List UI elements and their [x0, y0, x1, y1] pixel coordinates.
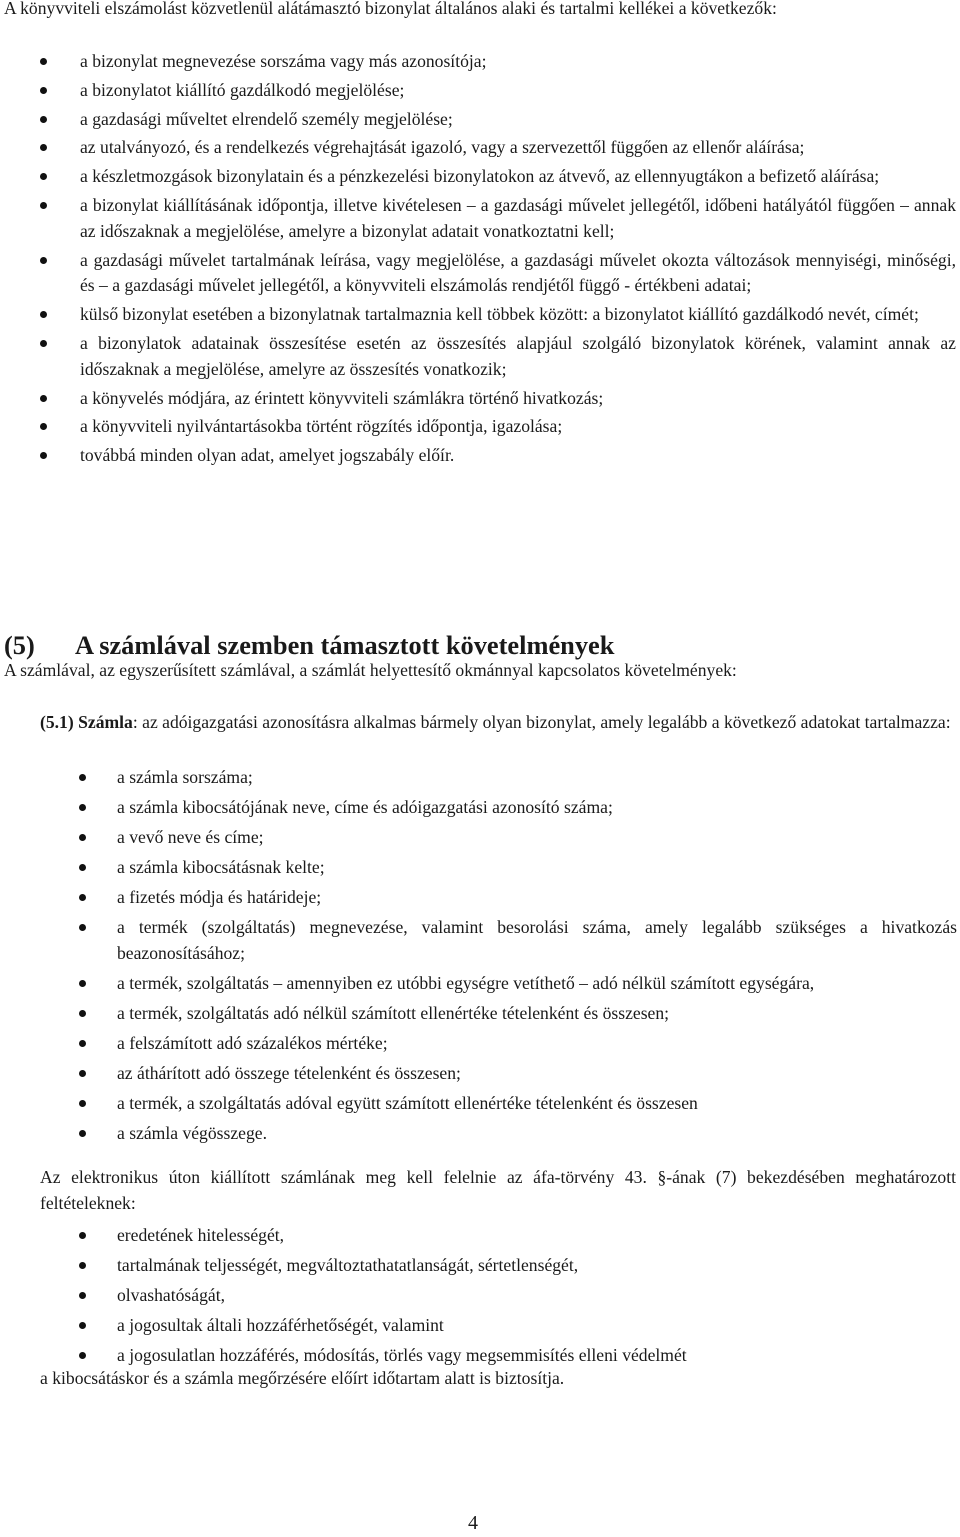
- invoice-data-list: [117, 765, 957, 1151]
- list-item: a bizonylatok adatainak összesítése esetén az összesítés alapjául szolgáló bizonylatok körének, valamint annak az időszaknak a megjelölése, amelyre az összesítés vonatkozik;: [80, 331, 956, 383]
- list-item: a bizonylat megnevezése sorszáma vagy más azonosítója;: [80, 49, 956, 75]
- section-title: A számlával szemben támasztott követelmények: [75, 630, 615, 660]
- list-item: a termék, szolgáltatás – amennyiben ez utóbbi egységre vetíthető – adó nélkül számított egységára,: [117, 971, 957, 997]
- list-item: a bizonylat kiállításának időpontja, illetve kivételesen – a gazdasági művelet jellegétől, időbeni hatályától függően – annak az időszaknak a megjelölése, amelyre a bizonylat adatait vonatkoztatni kell;: [80, 193, 956, 245]
- list-item: eredetének hitelességét,: [117, 1223, 957, 1249]
- list-item: a jogosultak általi hozzáférhetőségét, valamint: [117, 1313, 957, 1339]
- section-number: (5): [4, 630, 35, 660]
- section-heading: [4, 632, 614, 658]
- electronic-conditions-list: [117, 1223, 957, 1373]
- list-item: a számla kibocsátásnak kelte;: [117, 855, 957, 881]
- list-item: a számla kibocsátójának neve, címe és adóigazgatási azonosító száma;: [117, 795, 957, 821]
- electronic-invoice-paragraph: Az elektronikus úton kiállított számlának meg kell felelnie az áfa-törvény 43. §-ának (7) bekezdésében meghatározott feltételeknek:: [40, 1167, 956, 1213]
- list-item: a termék (szolgáltatás) megnevezése, valamint besorolási száma, amely legalább szükséges a hivatkozás beazonosításához;: [117, 915, 957, 967]
- list-item: a számla sorszáma;: [117, 765, 957, 791]
- invoice-definition-label: (5.1) Számla: [40, 712, 133, 732]
- list-item: külső bizonylat esetében a bizonylatnak tartalmaznia kell többek között: a bizonylatot kiállító gazdálkodó nevét, címét;: [80, 302, 956, 328]
- list-item: a fizetés módja és határideje;: [117, 885, 957, 911]
- list-item: a könyvelés módjára, az érintett könyvviteli számlákra történő hivatkozás;: [80, 386, 956, 412]
- section-lead: A számlával, az egyszerűsített számlával, a számlát helyettesítő okmánnyal kapcsolatos követelmények:: [4, 660, 737, 680]
- list-item: a termék, a szolgáltatás adóval együtt számított ellenértéke tételenként és összesen: [117, 1091, 957, 1117]
- intro-paragraph: A könyvviteli elszámolást közvetlenül alátámasztó bizonylat általános alaki és tartalmi kellékei a következők:: [4, 0, 777, 18]
- list-item: az áthárított adó összege tételenként és összesen;: [117, 1061, 957, 1087]
- invoice-definition: [40, 710, 956, 736]
- voucher-requirements-list: [80, 49, 956, 472]
- list-item: a jogosulatlan hozzáférés, módosítás, törlés vagy megsemmisítés elleni védelmét: [117, 1343, 957, 1369]
- list-item: a gazdasági műveltet elrendelő személy megjelölése;: [80, 107, 956, 133]
- list-item: a könyvviteli nyilvántartásokba történt rögzítés időpontja, igazolása;: [80, 414, 956, 440]
- list-item: a vevő neve és címe;: [117, 825, 957, 851]
- list-item: a készletmozgások bizonylatain és a pénzkezelési bizonylatokon az átvevő, az ellennyugtákon a befizető aláírása;: [80, 164, 956, 190]
- list-item: az utalványozó, és a rendelkezés végrehajtását igazoló, vagy a szervezettől függően az ellenőr aláírása;: [80, 135, 956, 161]
- list-item: olvashatóságát,: [117, 1283, 957, 1309]
- list-item: a termék, szolgáltatás adó nélkül számított ellenértéke tételenként és összesen;: [117, 1001, 957, 1027]
- list-item: tartalmának teljességét, megváltoztathatatlanságát, sértetlenségét,: [117, 1253, 957, 1279]
- list-item: a bizonylatot kiállító gazdálkodó megjelölése;: [80, 78, 956, 104]
- invoice-definition-text: : az adóigazgatási azonosításra alkalmas bármely olyan bizonylat, amely legalább a következő adatokat tartalmazza:: [132, 712, 951, 732]
- list-item: továbbá minden olyan adat, amelyet jogszabály előír.: [80, 443, 956, 469]
- page-number: 4: [468, 1512, 478, 1534]
- list-item: a gazdasági művelet tartalmának leírása, vagy megjelölése, a gazdasági művelet okozta változások mennyiségi, minőségi, és – a gazdasági művelet jellegétől, a könyvviteli elszámolás rendjétől függő - értékbeni adatai;: [80, 248, 956, 300]
- list-item: a felszámított adó százalékos mértéke;: [117, 1031, 957, 1057]
- closing-paragraph: a kibocsátáskor és a számla megőrzésére előírt időtartam alatt is biztosítja.: [40, 1368, 565, 1388]
- list-item: a számla végösszege.: [117, 1121, 957, 1147]
